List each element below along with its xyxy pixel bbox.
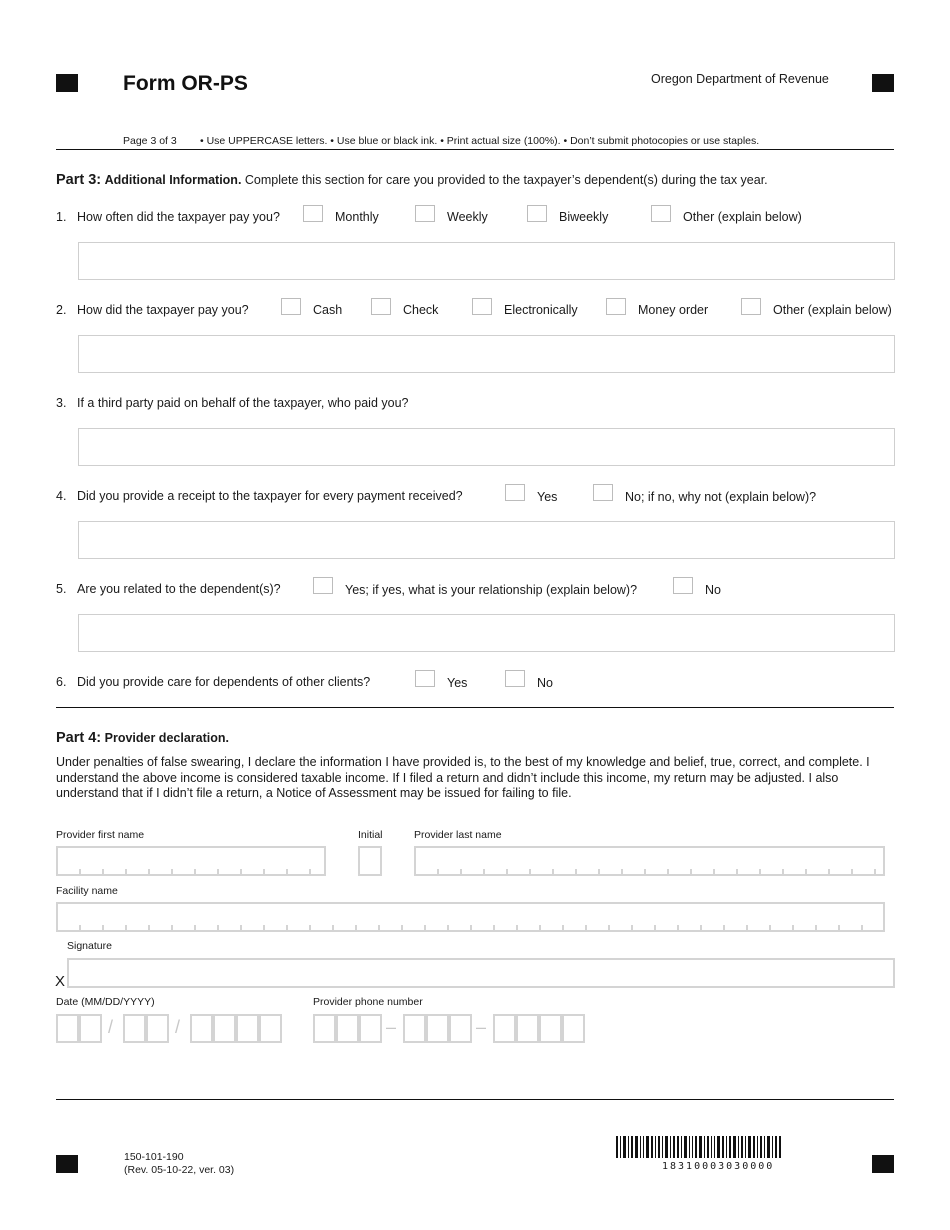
q5-explain-field[interactable] [78, 614, 895, 652]
part3-title: Additional Information. [104, 173, 242, 187]
part3-divider [56, 707, 894, 708]
page-number: Page 3 of 3 [123, 135, 177, 147]
date-label: Date (MM/DD/YYYY) [56, 996, 155, 1008]
q2-electronically-checkbox[interactable] [472, 298, 492, 315]
q1-monthly-checkbox[interactable] [303, 205, 323, 222]
q4-yes-label: Yes [537, 490, 558, 504]
q1-weekly-checkbox[interactable] [415, 205, 435, 222]
q2-check-label: Check [403, 303, 439, 317]
registration-mark-bottom-left [56, 1155, 78, 1173]
q5-no-checkbox[interactable] [673, 577, 693, 594]
barcode-number: 18310003030000 [662, 1161, 775, 1172]
facility-name-label: Facility name [56, 885, 118, 897]
q5-yes-checkbox[interactable] [313, 577, 333, 594]
phone-separator: – [476, 1017, 487, 1037]
q3-answer-field[interactable] [78, 428, 895, 466]
header-divider [56, 149, 894, 150]
q5-question: Are you related to the dependent(s)? [77, 582, 281, 596]
date-separator: / [108, 1017, 114, 1037]
declaration-text: Under penalties of false swearing, I declare the information I have provided is, to the best of my knowledge and belief, true, correct, and complete. I understand the above income is considered taxable income. If I filed a return and didn’t include this income, my return may be adjusted. I also understand that if I didn’t file a return, a Notice of Assessment may be issued for failing to file. [56, 755, 870, 801]
q6-yes-label: Yes [447, 676, 468, 690]
q6-number: 6. [56, 675, 67, 689]
q1-number: 1. [56, 210, 67, 224]
facility-name-input[interactable] [56, 902, 885, 932]
phone-label: Provider phone number [313, 996, 423, 1008]
q4-yes-checkbox[interactable] [505, 484, 525, 501]
signature-input[interactable] [67, 958, 895, 988]
q1-monthly-label: Monthly [335, 210, 379, 224]
q4-no-checkbox[interactable] [593, 484, 613, 501]
q1-other-checkbox[interactable] [651, 205, 671, 222]
date-separator: / [175, 1017, 181, 1037]
signature-label: Signature [67, 940, 112, 952]
q2-cash-label: Cash [313, 303, 343, 317]
q1-biweekly-checkbox[interactable] [527, 205, 547, 222]
q5-number: 5. [56, 582, 67, 596]
last-name-input[interactable] [414, 846, 885, 876]
q2-other-label: Other (explain below) [773, 303, 892, 317]
agency-name: Oregon Department of Revenue [651, 72, 829, 86]
q1-question: How often did the taxpayer pay you? [77, 210, 280, 224]
initial-label: Initial [358, 829, 383, 841]
part4-heading [56, 730, 229, 746]
q6-no-checkbox[interactable] [505, 670, 525, 687]
form-number: 150-101-190 [124, 1151, 184, 1163]
q1-biweekly-label: Biweekly [559, 210, 609, 224]
first-name-label: Provider first name [56, 829, 145, 841]
phone-separator: – [386, 1017, 397, 1037]
q2-number: 2. [56, 303, 67, 317]
instructions: • Use UPPERCASE letters. • Use blue or black ink. • Print actual size (100%). • Don’t submit photocopies or use staples. [200, 135, 760, 147]
initial-input[interactable] [358, 846, 382, 876]
q2-check-checkbox[interactable] [371, 298, 391, 315]
registration-mark-bottom-right [872, 1155, 894, 1173]
last-name-label: Provider last name [414, 829, 502, 841]
signature-x-mark: X [55, 973, 66, 990]
part4-title: Provider declaration. [104, 731, 229, 745]
q6-question: Did you provide care for dependents of other clients? [77, 675, 371, 689]
q2-question: How did the taxpayer pay you? [77, 303, 249, 317]
q6-no-label: No [537, 676, 553, 690]
date-input[interactable] [56, 1014, 286, 1044]
q4-question: Did you provide a receipt to the taxpayer for every payment received? [77, 489, 463, 503]
q1-other-label: Other (explain below) [683, 210, 802, 224]
q2-money-order-checkbox[interactable] [606, 298, 626, 315]
q2-explain-field[interactable] [78, 335, 895, 373]
first-name-input[interactable] [56, 846, 326, 876]
q4-explain-field[interactable] [78, 521, 895, 559]
q1-weekly-label: Weekly [447, 210, 488, 224]
q3-number: 3. [56, 396, 67, 410]
part3-description: Complete this section for care you provided to the taxpayer’s dependent(s) during the tax year. [244, 173, 768, 187]
registration-mark-top-right [872, 74, 894, 92]
part3-heading [56, 172, 768, 188]
q1-explain-field[interactable] [78, 242, 895, 280]
q3-question: If a third party paid on behalf of the taxpayer, who paid you? [77, 396, 409, 410]
phone-input[interactable] [313, 1014, 588, 1044]
revision-info: (Rev. 05-10-22, ver. 03) [124, 1164, 235, 1176]
q2-money-order-label: Money order [638, 303, 709, 317]
q2-other-checkbox[interactable] [741, 298, 761, 315]
q2-electronically-label: Electronically [504, 303, 578, 317]
part4-label: Part 4: [56, 730, 102, 746]
q5-no-label: No [705, 583, 721, 597]
q6-yes-checkbox[interactable] [415, 670, 435, 687]
q4-no-label: No; if no, why not (explain below)? [625, 490, 817, 504]
form-title: Form OR-PS [123, 72, 248, 95]
registration-mark-top-left [56, 74, 78, 92]
part3-label: Part 3: [56, 172, 102, 188]
footer-divider [56, 1099, 894, 1100]
q5-yes-label: Yes; if yes, what is your relationship (explain below)? [345, 583, 638, 597]
q2-cash-checkbox[interactable] [281, 298, 301, 315]
barcode [616, 1136, 828, 1158]
q4-number: 4. [56, 489, 67, 503]
